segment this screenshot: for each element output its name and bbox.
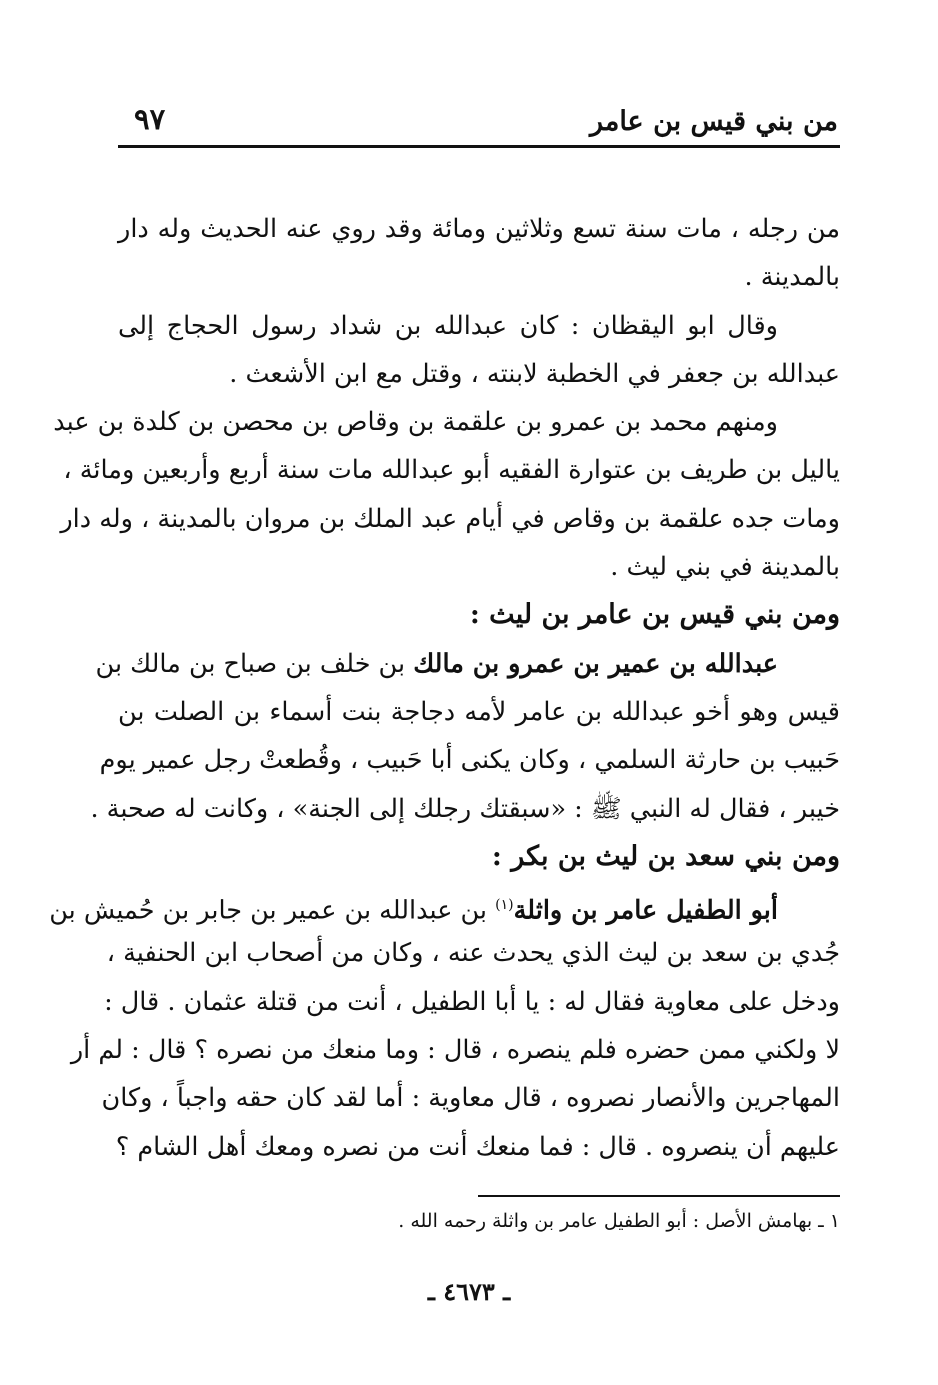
running-title: من بني قيس بن عامر — [589, 106, 838, 137]
text-line: بالمدينة في بني ليث . — [610, 552, 840, 583]
footnote-marker: (١) — [495, 897, 514, 914]
person-name: أبو الطفيل عامر بن واثلة — [513, 895, 778, 926]
text-line: خيبر ، فقال له النبي ﷺ : «سبقتك رجلك إلى الجنة» ، وكانت له صحبة . — [90, 793, 840, 824]
text-line: جُدي بن سعد بن ليث الذي يحدث عنه ، وكان من أصحاب ابن الحنفية ، — [106, 938, 840, 969]
text-line: ومات جده علقمة بن وقاص في أيام عبد الملك بن مروان بالمدينة ، وله دار — [60, 503, 840, 534]
text-line: لا ولكني ممن حضره فلم ينصره ، قال : وما منعك من نصره ؟ قال : لم أر — [70, 1035, 840, 1066]
text-line: قيس وهو أخو عبدالله بن عامر لأمه دجاجة بنت أسماء بن الصلت بن — [118, 696, 840, 727]
text-line: بالمدينة . — [744, 262, 840, 293]
text-run: بن خلف بن صباح بن مالك بن — [95, 648, 406, 679]
folio-number: ـ ٤٦٧٣ ـ — [427, 1277, 511, 1306]
page-number: ٩٧ — [134, 102, 166, 136]
section-heading: ومن بني سعد بن ليث بن بكر : — [491, 840, 840, 872]
footnote: ١ ـ بهامش الأصل : أبو الطفيل عامر بن واثلة رحمه الله . — [398, 1210, 840, 1232]
running-header — [118, 98, 838, 148]
text-line: ودخل على معاوية فقال له : يا أبا الطفيل ، أنت من قتلة عثمان . قال : — [104, 986, 840, 1017]
text-line: ومنهم محمد بن عمرو بن علقمة بن وقاص بن محصن بن كلدة بن عبد — [53, 407, 778, 438]
header-rule — [118, 145, 840, 148]
text-line: وقال ابو اليقظان : كان عبدالله بن شداد رسول الحجاج إلى — [118, 310, 778, 341]
text-line — [49, 881, 840, 929]
text-line: حَبيب بن حارثة السلمي ، وكان يكنى أبا حَبيب ، وقُطعتْ رجل عمير يوم — [99, 745, 840, 776]
section-heading: ومن بني قيس بن عامر بن ليث : — [469, 599, 840, 631]
text-line: عبدالله بن جعفر في الخطبة لابنته ، وقتل مع ابن الأشعث . — [229, 358, 840, 389]
text-line — [95, 640, 840, 688]
text-line: ياليل بن طريف بن عتوارة الفقيه أبو عبدالله مات سنة أربع وأربعين ومائة ، — [63, 455, 840, 486]
text-line: من رجله ، مات سنة تسع وثلاثين ومائة وقد روي عنه الحديث وله دار — [118, 214, 840, 244]
text-line: عليهم أن ينصروه . قال : فما منعك أنت من نصره ومعك أهل الشام ؟ — [115, 1131, 840, 1162]
footnote-rule — [478, 1195, 840, 1197]
main-text — [49, 205, 840, 1171]
text-line: المهاجرين والأنصار نصروه ، قال معاوية : أما لقد كان حقه واجباً ، وكان — [101, 1083, 840, 1114]
person-name: عبدالله بن عمير بن عمرو بن مالك — [413, 648, 778, 679]
text-run: بن عبدالله بن عمير بن جابر بن حُميش بن — [49, 895, 488, 926]
